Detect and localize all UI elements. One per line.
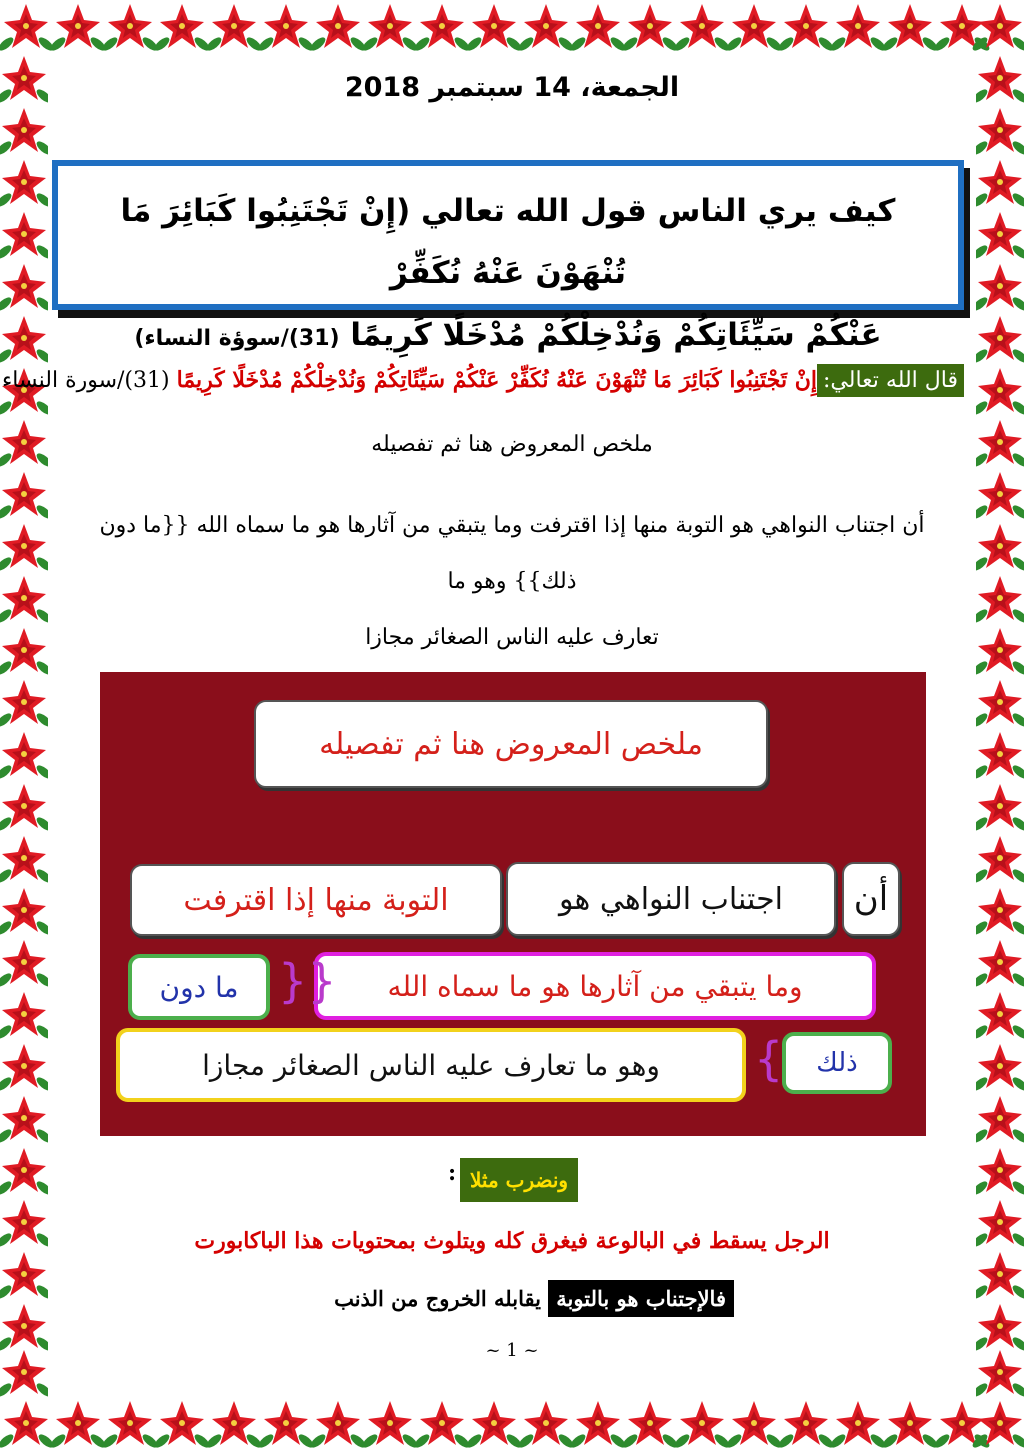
decorative-border-bottom [0,1397,1024,1449]
decorative-border-left [0,52,48,1397]
panel-ma-doon: ما دون [128,954,270,1020]
summary-heading: ملخص المعروض هنا ثم تفصيله [371,432,653,457]
summary-paragraph [66,498,958,666]
panel-dhalik: ذلك [782,1032,892,1094]
paragraph-line-1: أن اجتناب النواهي هو التوبة منها إذا اقترفت وما يتبقي من آثارها هو ما سماه الله {{ما دون ذلك}} وهو ما [99,513,925,594]
title-line-1: كيف يري الناس قول الله تعالي (إِنْ تَجْتَنِبُوا كَبَائِرَ مَا تُنْهَوْنَ عَنْهُ نُكَفِّرْ [120,193,896,291]
panel-wahuwa: وهو ما تعارف عليه الناس الصغائر مجازا [116,1028,746,1102]
verse-line [1,358,964,403]
panel-heading: ملخص المعروض هنا ثم تفصيله [254,700,768,788]
poinsettia-border-icon [976,52,1024,1397]
panel-ijtinab: اجتناب النواهي هو [506,862,836,936]
panel-open-braces: {{ [278,954,337,1008]
decorative-border-right [976,52,1024,1397]
poinsettia-border-icon [0,52,48,1397]
panel-wama: وما يتبقي من آثارها هو ما سماه الله [314,952,876,1020]
decorative-border-top [0,0,1024,52]
verse-reference: (31)/سورة النساء [1,368,177,393]
verse-label: قال الله تعالي: [817,364,964,397]
example-label: ونضرب مثلا [460,1158,578,1202]
poinsettia-border-icon [0,0,1024,52]
page-number: ~ 1 ~ [485,1340,539,1361]
conclusion-highlight: فالإجتناب هو بالتوبة [548,1280,734,1317]
summary-illustration-panel [100,672,926,1136]
paragraph-line-2: تعارف عليه الناس الصغائر مجازا [365,625,659,650]
example-sentence: الرجل يسقط في البالوعة فيغرق كله ويتلوث بمحتويات هذا الباكابورت [194,1228,830,1254]
verse-text: إِنْ تَجْتَنِبُوا كَبَائِرَ مَا تُنْهَوْنَ عَنْهُ نُكَفِّرْ عَنْكُمْ سَيِّئَاتِكُمْ وَنُدْخِلْكُمْ مُدْخَلًا كَرِيمًا [176,367,818,393]
title-surah-name: /سوؤة النساء) [134,326,289,351]
page-date: الجمعة، 14 سبتمبر 2018 [344,72,680,103]
example-colon: : [448,1160,457,1186]
conclusion-line [334,1286,734,1311]
title-box [52,160,964,353]
panel-close-brace: } [754,1032,784,1086]
poinsettia-border-icon [0,1397,1024,1449]
title-line-2-text: عَنْكُمْ سَيِّئَاتِكُمْ وَنُدْخِلْكُمْ مُدْخَلًا كَرِيمًا [350,317,882,353]
panel-an: أن [842,862,900,936]
conclusion-rest: يقابله الخروج من الذنب [334,1286,549,1311]
panel-tawba: التوبة منها إذا اقترفت [130,864,502,936]
title-verse-number: (31) [288,326,340,351]
